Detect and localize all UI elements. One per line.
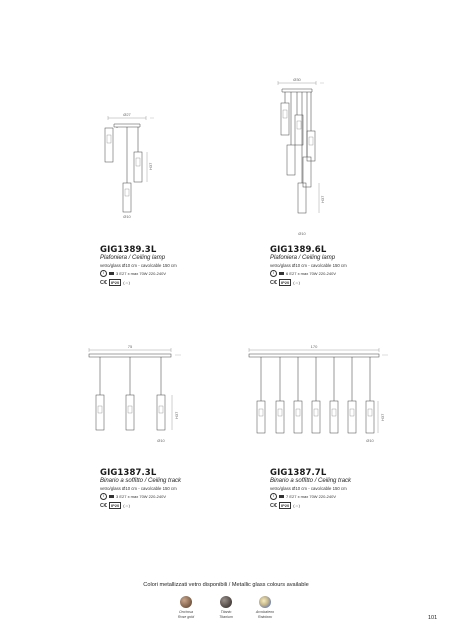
drawing-gig1387-3l — [85, 343, 195, 448]
bulb-icon — [109, 272, 114, 275]
dimmable-icon: (⇔) — [293, 280, 300, 285]
class-icon: Ⅰ — [100, 493, 107, 500]
product-spec: vetro/glass Ø10 cm - cavo/cable 150 cm — [270, 263, 347, 268]
swatch-titanium — [220, 596, 232, 608]
product-ip: IP20 — [111, 503, 120, 508]
bulb-icon — [279, 272, 284, 275]
swatch-label-titanium: Titanio Titanium — [219, 610, 233, 619]
product-power-row — [100, 270, 250, 277]
product-code: GIG1389.3L — [100, 245, 157, 255]
swatch-label-rose-gold: Oro/rosa Rose gold — [177, 610, 195, 619]
product-cert-row — [270, 502, 420, 509]
dim-height-4: H37 — [380, 413, 385, 421]
product-power: 3 E27 x max 70W 220-240V — [116, 494, 167, 499]
dim-width-3: 75 — [127, 344, 133, 349]
product-power-row — [270, 270, 420, 277]
drawing-gig1387-7l — [245, 343, 395, 448]
product-power: 6 E27 x max 70W 220-240V — [286, 271, 337, 276]
class-icon: Ⅰ — [100, 270, 107, 277]
product-code: GIG1389.6L — [270, 245, 327, 255]
bulb-icon — [109, 495, 114, 498]
dim-width-1: Ø27 — [123, 112, 131, 117]
ce-mark-icon: C€ — [270, 279, 278, 286]
drawing-gig1389-3l — [100, 110, 170, 230]
dim-height-1: H37 — [148, 162, 153, 170]
drawing-gig1389-6l — [270, 75, 340, 235]
product-ip: IP20 — [281, 280, 290, 285]
dim-height-2: H37 — [320, 195, 325, 203]
product-code: GIG1387.7L — [270, 468, 327, 478]
product-block-2 — [270, 245, 420, 286]
product-name: Binario a soffitto / Ceiling track — [100, 478, 182, 484]
product-ip: IP20 — [281, 503, 290, 508]
dim-diameter-2: Ø10 — [298, 231, 306, 236]
dim-width-2: Ø30 — [293, 77, 301, 82]
dim-width-4: 170 — [310, 344, 318, 349]
product-spec: vetro/glass Ø10 cm - cavo/cable 150 cm — [100, 486, 177, 491]
ce-mark-icon: C€ — [100, 279, 108, 286]
colors-title: Colori metallizzati vetro disponibili / Metallic glass colours available — [143, 582, 309, 588]
class-icon: Ⅰ — [270, 270, 277, 277]
product-power-row — [100, 493, 250, 500]
swatch-rainbow — [259, 596, 271, 608]
product-cert-row — [270, 279, 420, 286]
swatch-label-rainbow: Arcobaleno Rainbow — [255, 610, 275, 619]
page-number: 101 — [428, 615, 438, 621]
product-block-1 — [100, 245, 250, 286]
product-name: Plafoniera / Ceiling lamp — [100, 255, 166, 261]
product-cert-row — [100, 502, 250, 509]
product-power: 7 E27 x max 70W 220-240V — [286, 494, 337, 499]
product-block-4 — [270, 468, 420, 509]
dimmable-icon: (⇔) — [123, 503, 130, 508]
product-power: 3 E27 x max 70W 220-240V — [116, 271, 167, 276]
swatch-rose-gold — [180, 596, 192, 608]
product-power-row — [270, 493, 420, 500]
dim-diameter-4: Ø10 — [366, 438, 374, 443]
dim-diameter-3: Ø10 — [157, 438, 165, 443]
bulb-icon — [279, 495, 284, 498]
dimmable-icon: (⇔) — [123, 280, 130, 285]
dimmable-icon: (⇔) — [293, 503, 300, 508]
product-name: Binario a soffitto / Ceiling track — [270, 478, 352, 484]
product-block-3 — [100, 468, 250, 509]
ce-mark-icon: C€ — [270, 502, 278, 509]
dim-diameter-1: Ø10 — [123, 214, 131, 219]
product-spec: vetro/glass Ø10 cm - cavo/cable 150 cm — [270, 486, 347, 491]
dim-height-3: H37 — [174, 411, 179, 419]
ce-mark-icon: C€ — [100, 502, 108, 509]
class-icon: Ⅰ — [270, 493, 277, 500]
product-ip: IP20 — [111, 280, 120, 285]
product-code: GIG1387.3L — [100, 468, 157, 478]
product-spec: vetro/glass Ø10 cm - cavo/cable 150 cm — [100, 263, 177, 268]
product-name: Plafoniera / Ceiling lamp — [270, 255, 336, 261]
product-cert-row — [100, 279, 250, 286]
